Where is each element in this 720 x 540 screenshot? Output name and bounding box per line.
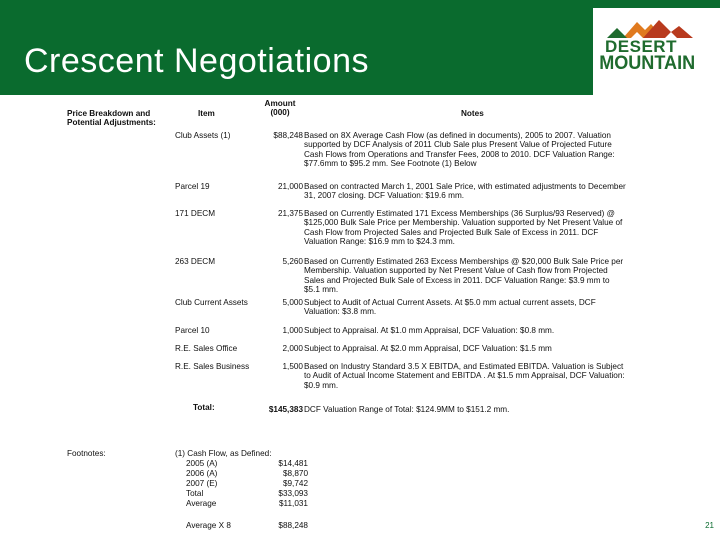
footnote-row [186, 469, 308, 479]
row-item: Club Assets (1) [175, 131, 231, 140]
row-notes: Based on Currently Estimated 263 Excess Memberships @ $20,000 Bulk Sale Price per Membership. Valuation supported by Net Present Value of Cash flow from Projected Sales and Projected Bulk Sale of Excess in 2011. DCF Valuation Range: $3.9 mm to $5.1 mm. [304, 257, 624, 295]
footnote-row [186, 499, 308, 509]
footnote-row-label: Total [186, 489, 204, 498]
row-item: Parcel 19 [175, 182, 210, 191]
row-amount: 5,260 [282, 257, 303, 266]
row-amount: $88,248 [273, 131, 303, 140]
total-label: Total: [193, 403, 215, 412]
row-amount: 5,000 [282, 298, 303, 307]
footnotes-label: Footnotes: [67, 449, 106, 458]
column-header-breakdown: Price Breakdown and Potential Adjustments: [67, 109, 156, 128]
footnote-multiple-value: $88,248 [278, 521, 308, 530]
logo-word-desert: DESERT [605, 37, 677, 56]
row-item: Parcel 10 [175, 326, 210, 335]
row-notes: Subject to Appraisal. At $1.0 mm Appraisal, DCF Valuation: $0.8 mm. [304, 326, 555, 335]
footnote-multiple-row [186, 521, 308, 531]
column-header-item: Item [198, 109, 215, 118]
row-item: R.E. Sales Office [175, 344, 238, 353]
row-amount: 2,000 [282, 344, 303, 353]
row-amount: 1,000 [282, 326, 303, 335]
footnote-multiple-label: Average X 8 [186, 521, 231, 530]
row-amount: 21,375 [277, 209, 303, 218]
column-header-notes: Notes [461, 109, 484, 118]
footnote-row-value: $14,481 [278, 459, 308, 468]
footnote-row-label: 2007 (E) [186, 479, 218, 488]
footnote-row-value: $8,870 [282, 469, 308, 478]
slide-header [0, 0, 720, 95]
row-amount: 1,500 [282, 362, 303, 371]
slide-title: Crescent Negotiations [24, 42, 370, 80]
row-notes: Based on contracted March 1, 2001 Sale Price, with estimated adjustments to December 31, 2007 closing. DCF Valuation: $19.6 mm. [304, 182, 626, 201]
page-number: 21 [705, 521, 714, 530]
footnote-row-value: $11,031 [279, 499, 308, 508]
footnote-row-value: $9,742 [282, 479, 308, 488]
slide-content [0, 95, 720, 540]
total-amount: $145,383 [268, 405, 303, 414]
row-item: 263 DECM [175, 257, 216, 266]
row-amount: 21,000 [277, 182, 303, 191]
row-notes: Based on Industry Standard 3.5 X EBITDA, and Estimated EBITDA. Valuation is Subject to Audit of Actual Income Statement and EBITDA . At $1.5 mm Appraisal, DCF Valuation: $0.9 mm. [304, 362, 625, 390]
total-notes: DCF Valuation Range of Total: $124.9MM to $151.2 mm. [304, 405, 510, 414]
column-header-amount: Amount (000) [264, 99, 296, 118]
row-item: R.E. Sales Business [175, 362, 250, 371]
footnote-row-value: $33,093 [278, 489, 308, 498]
footnote-row-label: 2005 (A) [186, 459, 218, 468]
row-notes: Subject to Appraisal. At $2.0 mm Appraisal, DCF Valuation: $1.5 mm [304, 344, 552, 353]
logo-word-mountain: MOUNTAIN [599, 53, 696, 74]
row-notes: Based on 8X Average Cash Flow (as defined in documents), 2005 to 2007. Valuation supported by DCF Analysis of 2011 Club Sale plus Present Value of Projected Future Cash Flows from Operations and Transfer Fees, 2008 to 2010. DCF Valuation Range: $77.6mm to $95.2 mm. See Footnote (1) Below [304, 131, 615, 169]
footnote-row-label: 2006 (A) [186, 469, 218, 478]
footnote-row [186, 479, 308, 489]
desert-mountain-logo [593, 8, 720, 95]
row-item: 171 DECM [175, 209, 216, 218]
footnote-heading: (1) Cash Flow, as Defined: [175, 449, 272, 458]
row-notes: Subject to Audit of Actual Current Assets. At $5.0 mm actual current assets, DCF Valuation: $3.8 mm. [304, 298, 596, 317]
row-item: Club Current Assets [175, 298, 248, 307]
footnote-row [186, 459, 308, 469]
footnote-row-label: Average [186, 499, 217, 508]
footnote-row [186, 489, 308, 499]
row-notes: Based on Currently Estimated 171 Excess Memberships (36 Surplus/93 Reserved) @ $125,000 Bulk Sale Price per Membership. Valuation supported by Net Present Value of Cash Flow from Projected Sales and Projected Bulk Sale of Excess in 2011. DCF Valuation Range: $16.9 mm to $24.3 mm. [304, 209, 623, 247]
